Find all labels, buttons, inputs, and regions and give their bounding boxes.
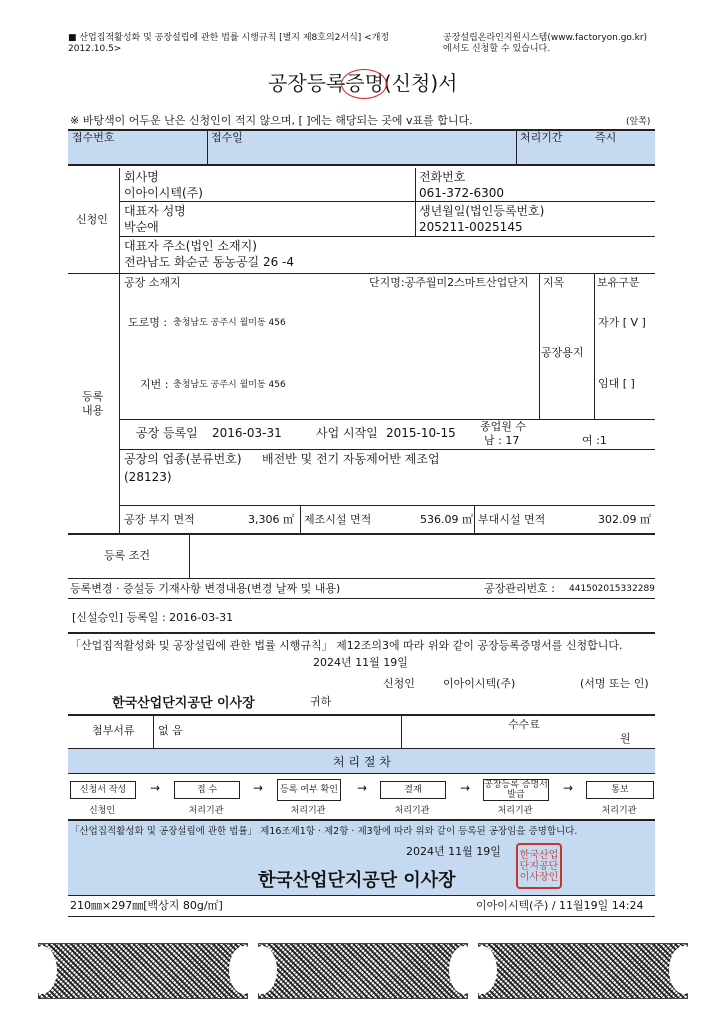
process-who-5: 처리기관 xyxy=(497,806,533,816)
application-statement: 「산업집적활성화 및 공장설립에 관한 법률 시행규칙」 제12조의3에 따라 위와 같이 공장등록증명서를 신청합니다. xyxy=(70,639,623,652)
industry-value: 배전반 및 전기 자동제어반 제조업 xyxy=(262,452,440,466)
own-option: 자가 [ V ] xyxy=(598,316,646,329)
process-who-1: 신청인 xyxy=(88,806,116,816)
certification-statement: 「산업집적활성화 및 공장설립에 관한 법률」 제16조제1항 · 제2항 · 제3항에 따라 위와 같이 등록된 공장임을 증명합니다. xyxy=(70,826,578,837)
industry-code: (28123) xyxy=(124,470,172,484)
official-seal: 한국산업단지공단이사장인 xyxy=(516,843,562,889)
aux-area-value: 302.09 ㎡ xyxy=(598,513,651,526)
title-part-1: 공장등록 xyxy=(268,71,346,95)
honorific: 귀하 xyxy=(310,695,332,708)
process-step-3: 등록 여부 확인 xyxy=(277,779,341,801)
barcode-1 xyxy=(38,943,248,999)
mfg-area-label: 제조시설 면적 xyxy=(304,513,372,526)
start-date-value: 2015-10-15 xyxy=(386,426,456,440)
phone-value: 061-372-6300 xyxy=(419,186,505,200)
approval-line: [신설승인] 등록일 : 2016-03-31 xyxy=(72,611,234,624)
signature-label: (서명 또는 인) xyxy=(580,677,649,690)
road-address-value: 충청남도 공주시 월미동 456 xyxy=(173,318,286,328)
road-address-label: 도로명 : xyxy=(128,316,168,329)
regulation-line-1: ■ 산업집적활성화 및 공장설립에 관한 법률 시행규칙 [별지 제8호의2서식] <개정 xyxy=(68,33,390,43)
reg-date-value: 2016-03-31 xyxy=(212,426,282,440)
mgmt-number-label: 공장관리번호 : xyxy=(484,582,555,595)
conditions-label: 등록 조건 xyxy=(104,549,151,562)
process-step-4: 결재 xyxy=(380,781,446,799)
industry-label: 공장의 업종(분류번호) xyxy=(124,452,242,466)
page-title xyxy=(268,70,458,96)
phone-label: 전화번호 xyxy=(419,170,466,184)
process-who-6: 처리기관 xyxy=(601,806,637,816)
location-label: 공장 소재지 xyxy=(124,276,181,289)
start-date-label: 사업 시작일 xyxy=(316,426,378,440)
process-step-5: 공장등록 증명서발급 xyxy=(484,780,548,800)
representative-value: 박순애 xyxy=(124,220,159,234)
process-who-3: 처리기관 xyxy=(290,806,326,816)
address-label: 대표자 주소(법인 소재지) xyxy=(124,239,257,253)
receipt-row xyxy=(68,130,655,164)
arrow-icon: → xyxy=(253,781,264,795)
registration-label-1: 등록 xyxy=(82,390,104,403)
reg-date-label: 공장 등록일 xyxy=(136,426,198,440)
company-value: 이아이시텍(주) xyxy=(124,186,203,200)
ownership-label: 보유구분 xyxy=(597,276,640,289)
arrow-icon: → xyxy=(563,781,574,795)
aux-area-label: 부대시설 면적 xyxy=(478,513,546,526)
complex-label: 단지명:공주월미2스마트산업단지 xyxy=(369,276,529,289)
processing-period-value: 즉시 xyxy=(595,131,617,144)
address-value: 전라남도 화순군 동농공길 26 -4 xyxy=(124,255,295,269)
applicant-sign-label: 신청인 xyxy=(383,677,415,690)
site-area-label: 공장 부지 면적 xyxy=(124,513,195,526)
applicant-sign-value: 이아이시텍(주) xyxy=(443,677,516,690)
process-step-1: 신청서 작성 xyxy=(70,781,136,799)
birth-value: 205211-0025145 xyxy=(419,220,523,234)
process-step-2: 접 수 xyxy=(174,781,240,799)
applicant-section-label: 신청인 xyxy=(76,213,108,226)
process-who-4: 처리기관 xyxy=(394,806,430,816)
processing-period-label: 처리기간 xyxy=(520,131,563,144)
lease-option: 임대 [ ] xyxy=(598,377,635,390)
barcode-2 xyxy=(258,943,468,999)
issued-stamp: 이아이시텍(주) / 11월19일 14:24 xyxy=(476,899,644,912)
fee-label: 수수료 xyxy=(508,718,540,731)
title-part-2: (신청)서 xyxy=(383,71,458,95)
mfg-area-value: 536.09 ㎡ xyxy=(420,513,473,526)
paper-spec: 210㎜×297㎜[백상지 80g/㎡] xyxy=(70,899,223,912)
side-note: (앞쪽) xyxy=(626,117,651,127)
changes-label: 등록변경 · 증설등 기재사항 변경내용(변경 날짜 및 내용) xyxy=(70,582,341,595)
receipt-number-label: 접수번호 xyxy=(72,131,115,144)
notice-text: ※ 바탕색이 어두운 난은 신청인이 적지 않으며, [ ]에는 해당되는 곳에 v표를 합니다. xyxy=(70,114,473,127)
receipt-date-label: 접수일 xyxy=(211,131,243,144)
lot-address-value: 충청남도 공주시 월미동 456 xyxy=(173,380,286,390)
site-area-value: 3,306 ㎡ xyxy=(248,513,294,526)
employees-female: 여 :1 xyxy=(582,434,607,447)
red-circle-mark xyxy=(341,69,387,99)
mgmt-number-value: 441502015332289 xyxy=(569,584,655,594)
certification-issuer: 한국산업단지공단 이사장 xyxy=(258,870,456,891)
lot-address-label: 지번 : xyxy=(140,378,169,391)
application-date: 2024년 11월 19일 xyxy=(313,656,408,669)
certification-date: 2024년 11월 19일 xyxy=(406,845,501,858)
addressee: 한국산업단지공단 이사장 xyxy=(112,696,255,711)
representative-label: 대표자 성명 xyxy=(124,204,186,218)
attachments-label: 첨부서류 xyxy=(92,724,135,737)
online-line-2: 에서도 신청할 수 있습니다. xyxy=(443,44,551,54)
employees-male: 남 : 17 xyxy=(484,434,520,447)
fee-unit: 원 xyxy=(620,732,631,745)
attachments-value: 없 음 xyxy=(158,724,183,737)
online-line-1: 공장설립온라인지원시스템(www.factoryon.go.kr) xyxy=(443,33,648,43)
company-label: 회사명 xyxy=(124,170,159,184)
process-step-6: 통보 xyxy=(586,781,654,799)
registration-label-2: 내용 xyxy=(82,404,104,417)
barcode-3 xyxy=(478,943,688,999)
land-category-label: 지목 xyxy=(543,276,565,289)
employees-label: 종업원 수 xyxy=(480,420,527,433)
process-who-2: 처리기관 xyxy=(188,806,224,816)
arrow-icon: → xyxy=(150,781,161,795)
process-title: 처 리 절 차 xyxy=(333,755,391,769)
arrow-icon: → xyxy=(460,781,471,795)
birth-label: 생년월일(법인등록번호) xyxy=(419,204,545,218)
title-circled: 증명 xyxy=(345,71,384,95)
land-category-value: 공장용지 xyxy=(541,346,584,359)
arrow-icon: → xyxy=(357,781,368,795)
regulation-line-2: 2012.10.5> xyxy=(68,44,122,54)
